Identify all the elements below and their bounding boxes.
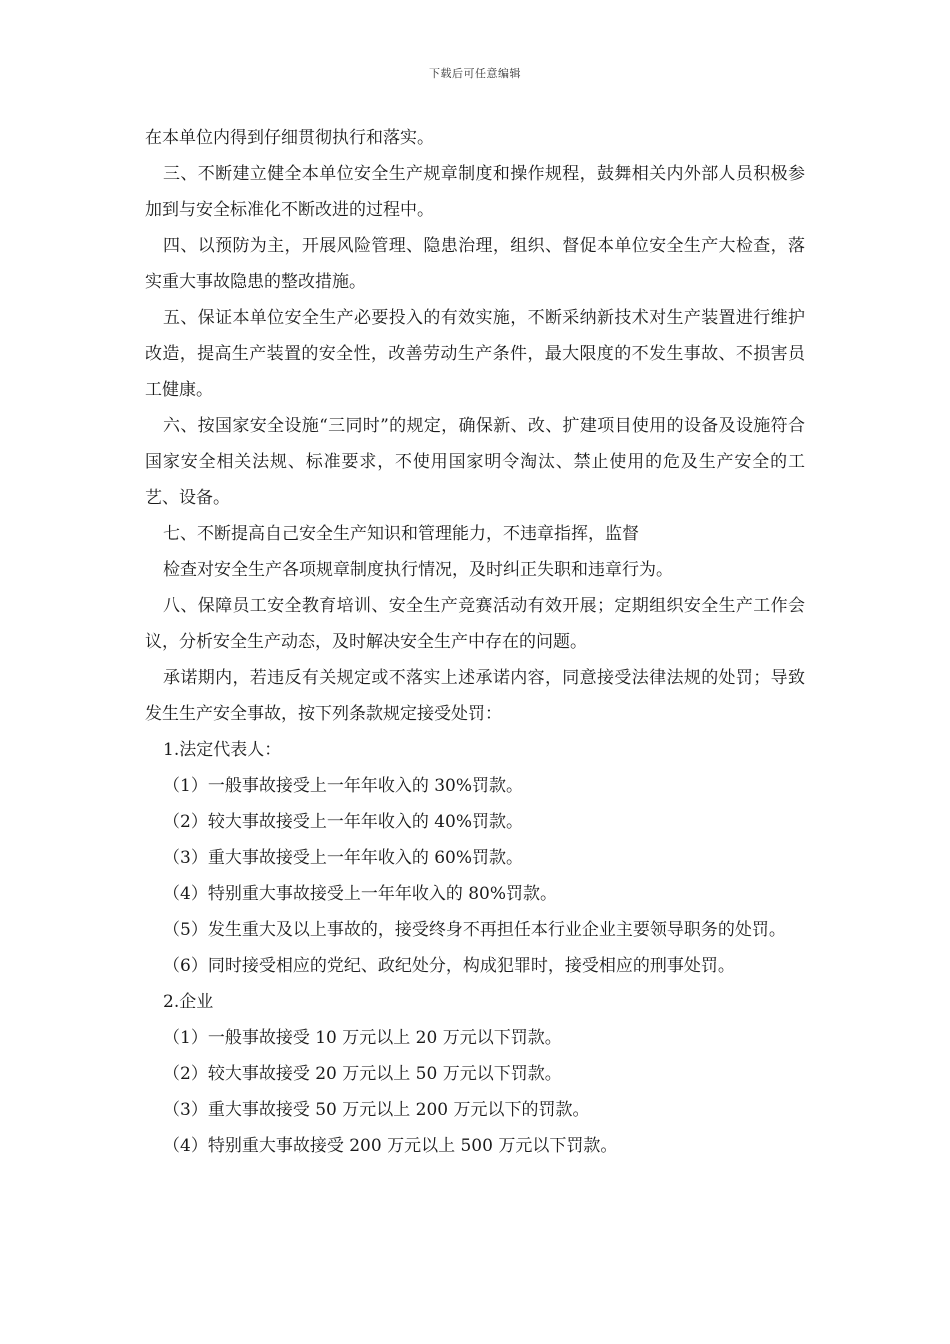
penalty-item: （4）特别重大事故接受上一年年收入的 80%罚款。 [163, 884, 558, 904]
section-legal-rep: 1.法定代表人： [163, 740, 282, 760]
paragraph-item-5: 五、保证本单位安全生产必要投入的有效实施，不断采纳新技术对生产装置进行维护改造，提高生产装置的安全性，改善劳动生产条件，最大限度的不发生事故、不损害员工健康。 [145, 308, 805, 400]
penalty-item: （4）特别重大事故接受 200 万元以上 500 万元以下罚款。 [163, 1136, 618, 1156]
penalty-item: （6）同时接受相应的党纪、政纪处分，构成犯罪时，接受相应的刑事处罚。 [163, 956, 735, 976]
paragraph-item-7: 七、不断提高自己安全生产知识和管理能力，不违章指挥，监督 [163, 524, 639, 544]
section-enterprise: 2.企业 [163, 992, 214, 1012]
paragraph-item-3: 三、不断建立健全本单位安全生产规章制度和操作规程，鼓舞相关内外部人员积极参加到与安全标准化不断改进的过程中。 [145, 164, 805, 220]
paragraph-item-7-cont: 检查对安全生产各项规章制度执行情况，及时纠正失职和违章行为。 [163, 560, 673, 580]
paragraph-commitment: 承诺期内，若违反有关规定或不落实上述承诺内容，同意接受法律法规的处罚；导致发生生产安全事故，按下列条款规定接受处罚： [145, 668, 805, 724]
document-body [145, 120, 805, 1164]
penalty-item: （2）较大事故接受 20 万元以上 50 万元以下罚款。 [163, 1064, 562, 1084]
page-header: 下载后可任意编辑 [429, 67, 521, 80]
penalty-item: （3）重大事故接受 50 万元以上 200 万元以下的罚款。 [163, 1100, 590, 1120]
paragraph-item-4: 四、以预防为主，开展风险管理、隐患治理，组织、督促本单位安全生产大检查，落实重大事故隐患的整改措施。 [145, 236, 805, 292]
paragraph-item-6: 六、按国家安全设施“三同时”的规定，确保新、改、扩建项目使用的设备及设施符合国家安全相关法规、标准要求，不使用国家明令淘汰、禁止使用的危及生产安全的工艺、设备。 [145, 416, 805, 508]
penalty-item: （1）一般事故接受上一年年收入的 30%罚款。 [163, 776, 524, 796]
penalty-item: （1）一般事故接受 10 万元以上 20 万元以下罚款。 [163, 1028, 562, 1048]
penalty-item: （3）重大事故接受上一年年收入的 60%罚款。 [163, 848, 524, 868]
paragraph-item-8: 八、保障员工安全教育培训、安全生产竞赛活动有效开展；定期组织安全生产工作会议，分析安全生产动态，及时解决安全生产中存在的问题。 [145, 596, 805, 652]
penalty-item: （5）发生重大及以上事故的，接受终身不再担任本行业企业主要领导职务的处罚。 [163, 920, 786, 940]
paragraph-continuation: 在本单位内得到仔细贯彻执行和落实。 [145, 128, 434, 148]
penalty-item: （2）较大事故接受上一年年收入的 40%罚款。 [163, 812, 524, 832]
